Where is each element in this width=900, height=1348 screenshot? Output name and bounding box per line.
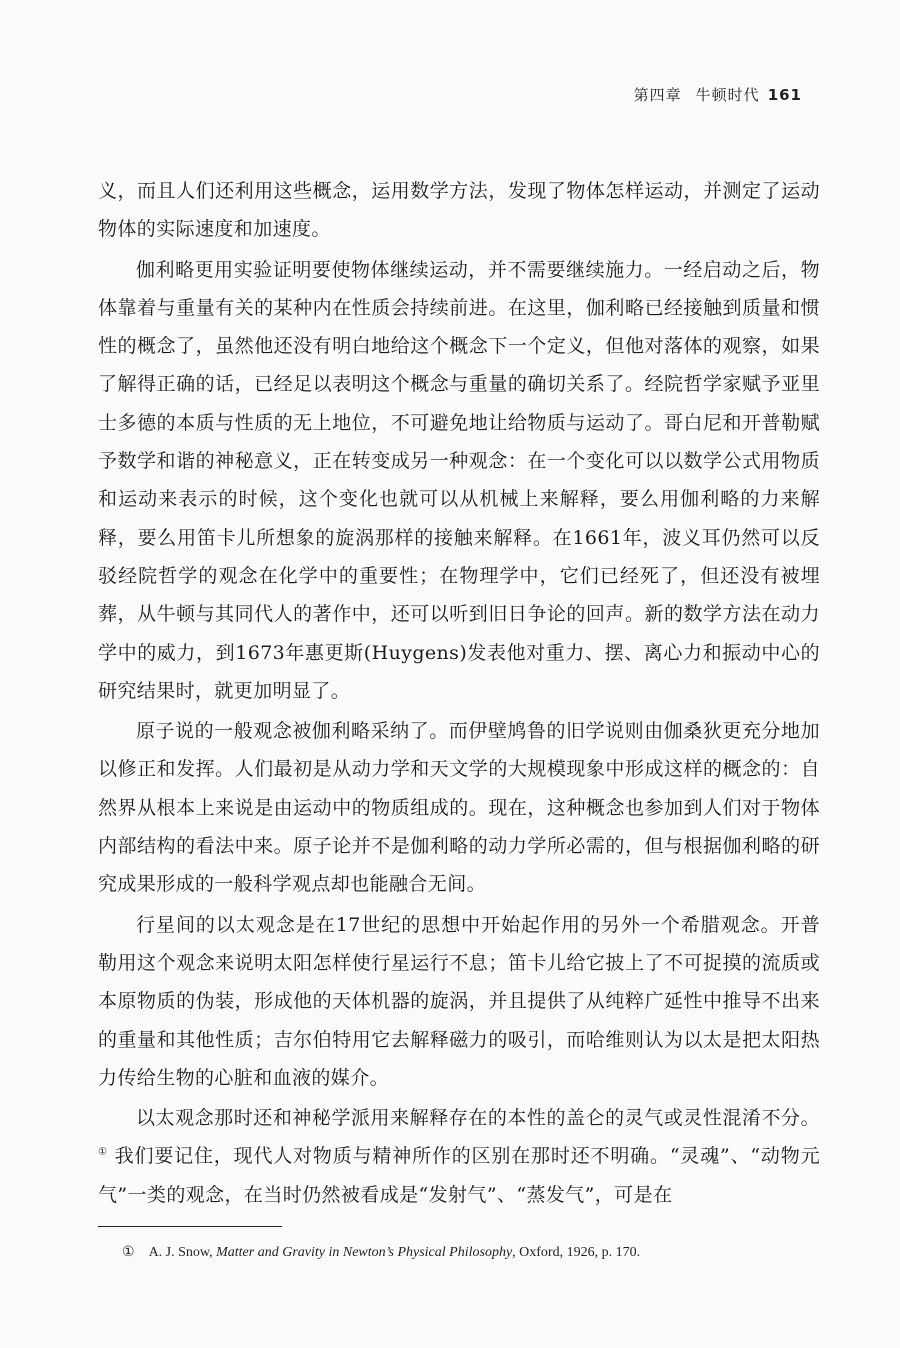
footnote-reference[interactable]: ① xyxy=(98,1147,108,1159)
footnote-divider xyxy=(98,1226,282,1227)
footnote-citation: , Oxford, 1926, p. 170. xyxy=(512,1245,641,1260)
footnote-title: Matter and Gravity in Newton’s Physical Philosophy xyxy=(216,1245,513,1260)
footnote-mark: ① xyxy=(122,1245,135,1260)
paragraph: 行星间的以太观念是在17世纪的思想中开始起作用的另外一个希腊观念。开普勒用这个观念来说明太阳怎样使行星运行不息；笛卡儿给它披上了不可捉摸的流质或本原物质的伪装，形成他的天体机器的旋涡，并且提供了从纯粹广延性中推导不出来的重量和其他性质；吉尔伯特用它去解释磁力的吸引，而哈维则认为以太是把太阳热力传给生物的心脏和血液的媒介。 xyxy=(98,913,820,1089)
chapter-label: 第四章 xyxy=(633,86,682,104)
running-head xyxy=(634,84,802,105)
footnote xyxy=(122,1244,822,1261)
paragraph: 原子说的一般观念被伽利略采纳了。而伊壁鸠鲁的旧学说则由伽桑狄更充分地加以修正和发挥。人们最初是从动力学和天文学的大规模现象中形成这样的概念的：自然界从根本上来说是由运动中的物质组成的。现在，这种概念也参加到人们对于物体内部结构的看法中来。原子论并不是伽利略的动力学所必需的，但与根据伽利略的研究成果形成的一般科学观点却也能融合无间。 xyxy=(98,720,820,896)
section-title: 牛顿时代 xyxy=(695,86,760,104)
page-number: 161 xyxy=(767,86,802,104)
paragraph: 伽利略更用实验证明要使物体继续运动，并不需要继续施力。一经启动之后，物体靠着与重量有关的某种内在性质会持续前进。在这里，伽利略已经接触到质量和惯性的概念了，虽然他还没有明白地给这个概念下一个定义，但他对落体的观察，如果了解得正确的话，已经足以表明这个概念与重量的确切关系了。经院哲学家赋予亚里士多德的本质与性质的无上地位，不可避免地让给物质与运动了。哥白尼和开普勒赋予数学和谐的神秘意义，正在转变成另一种观念：在一个变化可以以数学公式用物质和运动来表示的时候，这个变化也就可以从机械上来解释，要么用伽利略的力来解释，要么用笛卡儿所想象的旋涡那样的接触来解释。在1661年，波义耳仍然可以反驳经院哲学的观念在化学中的重要性；在物理学中，它们已经死了，但还没有被埋葬，从牛顿与其同代人的著作中，还可以听到旧日争论的回声。新的数学方法在动力学中的威力，到1673年惠更斯(Huygens)发表他对重力、摆、离心力和振动中心的研究结果时，就更加明显了。 xyxy=(98,258,820,702)
paragraph: 义，而且人们还利用这些概念，运用数学方法，发现了物体怎样运动，并测定了运动物体的实际速度和加速度。 xyxy=(98,180,820,241)
paragraph-text: 以太观念那时还和神秘学派用来解释存在的本性的盖仑的灵气或灵性混淆不分。 xyxy=(136,1107,820,1130)
paragraph xyxy=(98,1099,820,1214)
footnote-author: A. J. Snow, xyxy=(148,1245,213,1260)
paragraph-text: 我们要记住，现代人对物质与精神所作的区别在那时还不明确。“灵魂”、“动物元气”一类的观念，在当时仍然被看成是“发射气”、“蒸发气”，可是在 xyxy=(98,1145,820,1206)
body-text xyxy=(98,172,820,1216)
